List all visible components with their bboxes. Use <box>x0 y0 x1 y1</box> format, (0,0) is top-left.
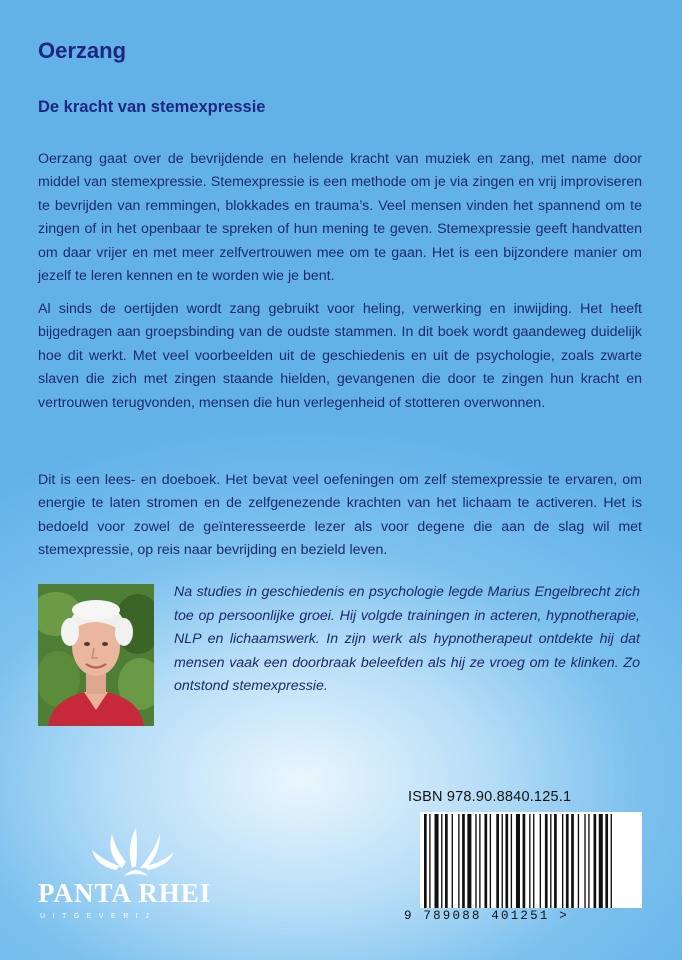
barcode-bar <box>490 814 491 908</box>
barcode-bar <box>441 814 442 908</box>
barcode-bar <box>452 814 453 908</box>
blurb-paragraph-1: Oerzang gaat over de bevrijdende en helende kracht van muziek en zang, met name door middel van stemexpressie. Stemexpressie is een methode om je via zingen en vrij improviseren te bevrijden van remmingen, blokkades en trauma’s. Veel mensen vinden het spannend om te zingen of in het openbaar te spreken of hun mening te geven. Stemexpressie geeft handvatten om daar vrijer en met meer zelfvertrouwen mee om te gaan. Het is een bijzondere manier om jezelf te leren kennen en te worden wie je bent. <box>38 151 642 285</box>
barcode-bar <box>540 814 541 908</box>
barcode-bar <box>594 814 597 908</box>
barcode-bar <box>502 814 503 908</box>
publisher-sub: UITGEVERIJ <box>40 913 157 920</box>
barcode-bar <box>523 814 526 908</box>
barcode-bar <box>424 814 427 908</box>
book-subtitle: De kracht van stemexpressie <box>38 98 266 116</box>
barcode-bar <box>458 814 459 908</box>
barcode-bar <box>545 814 548 908</box>
barcode-bar <box>462 814 465 908</box>
blurb-paragraph-3: Dit is een lees- en doeboek. Het bevat veel oefeningen om zelf stemexpressie te ervaren, om energie te laten stromen en de zelfgenezende krachten van het lichaam te activeren. Het is bedoeld voor zowel de geïnteresseerde lezer als voor degene die aan de slag wil met stemexpressie, op reis naar bevrijding en bezield leven. <box>38 472 642 559</box>
author-bio: Na studies in geschiedenis en psychologie legde Marius Engelbrecht zich toe op persoonlijke groei. Hij volgde trainingen in acteren, hypnotherapie, NLP en lichaamswerk. In zijn werk als hypnotherapeut ontdekte hij dat mensen vaak een doorbraak beleefden als hij ze vroeg om te klinken. Zo ontstond stemexpressie. <box>174 584 640 695</box>
barcode-bar <box>435 814 439 908</box>
barcode-bar <box>605 814 608 908</box>
barcode-bar <box>475 814 476 908</box>
barcode-bar <box>484 814 487 908</box>
publisher-logo <box>36 824 226 920</box>
barcode-bar <box>562 814 563 908</box>
barcode-bar <box>584 814 585 908</box>
barcode-bar <box>550 814 551 908</box>
barcode-digits: 9 789088 401251 > <box>404 909 569 923</box>
barcode-bar <box>578 814 579 908</box>
barcode-bar <box>611 814 612 908</box>
barcode-bar <box>529 814 530 908</box>
author-photo <box>38 584 154 726</box>
blurb-paragraph-2: Al sinds de oertijden wordt zang gebruikt voor heling, verwerking en inwijding. Het heeft bijgedragen aan groepsbinding van de oudste stammen. In dit boek wordt gaandeweg duidelijk hoe dit werkt. Met veel voorbeelden uit de geschiedenis en uit de psychologie, zoals zwarte slaven die zich met zingen staande hielden, gevangenen die door te zingen hun kracht en vertrouwen terugvonden, mensen die hun verlegenheid of stotteren overwonnen. <box>38 301 642 411</box>
barcode-bar <box>505 814 508 908</box>
publisher-name: PANTA RHEI <box>38 878 212 908</box>
barcode-bar <box>588 814 589 908</box>
barcode-bar <box>511 814 512 908</box>
barcode-bar <box>533 814 534 908</box>
barcode-bar <box>496 814 499 908</box>
barcode-bar <box>571 814 574 908</box>
barcode-bar <box>445 814 448 908</box>
barcode-bar <box>599 814 603 908</box>
isbn-label: ISBN 978.90.8840.125.1 <box>408 789 572 805</box>
barcode-bar <box>554 814 557 908</box>
barcode-bar <box>467 814 471 908</box>
barcode-bar <box>566 814 569 908</box>
barcode <box>420 812 642 908</box>
book-title: Oerzang <box>38 38 127 63</box>
barcode-bar <box>429 814 430 908</box>
barcode-bar <box>479 814 480 908</box>
barcode-bar <box>516 814 520 908</box>
